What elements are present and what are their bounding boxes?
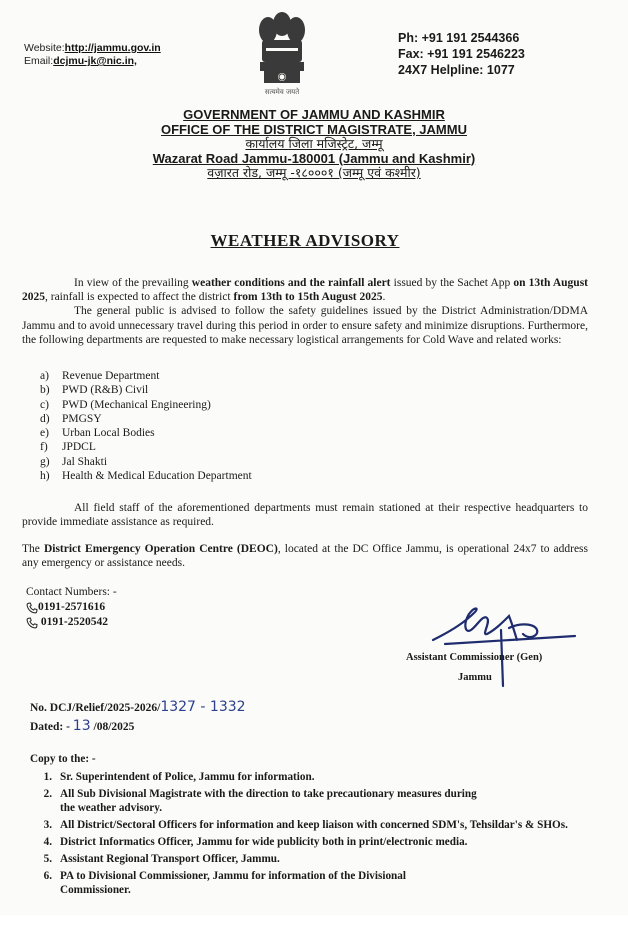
paragraph-rain-alert: In view of the prevailing weather conditions and the rainfall alert issued by the Sachet App on 13th August 2025, rainfall is expected to affect the district from 13th to 15th August 2025. [22,277,589,304]
reference-block [30,698,246,736]
reference-date: Dated: - 13 /08/2025 [30,718,135,734]
list-item: c) PWD (Mechanical Engineering) [40,398,211,411]
email-label: Email: [24,55,54,67]
paragraph-public-advice: The general public is advised to follow the safety guidelines issued by the District Administration/DDMA Jammu and to avoid unnecessary travel during this period in order to ensure safety and minimize disruptions. Furthermore, the following departments are requested to make necessary logistical arrangements for Cold Wave and related works: [22,305,588,346]
email-line [24,55,161,68]
list-item: 4. District Informatics Officer, Jammu for wide publicity both in print/electronic media. [43,836,468,848]
fax-number: Fax: +91 191 2546223 [398,47,525,61]
emblem-motto: सत्यमेव जयते [264,88,300,96]
office-address [0,108,628,181]
contact-label: Contact Numbers: - [26,586,117,598]
office-line-1: GOVERNMENT OF JAMMU AND KASHMIR [183,107,445,122]
bottom-margin [0,915,628,931]
national-emblem [252,4,312,104]
website-label: Website: [24,42,65,54]
website-link[interactable]: http://jammu.gov.in [64,42,161,54]
list-item: f) JPDCL [40,441,96,454]
list-item: g) Jal Shakti [40,455,108,468]
phone-number: Ph: +91 191 2544366 [398,31,520,45]
list-item: 5. Assistant Regional Transport Officer, Jammu. [43,853,280,865]
office-line-2: OFFICE OF THE DISTRICT MAGISTRATE, JAMMU [161,121,467,137]
letterhead-phones [398,30,525,78]
paragraph-deoc: The District Emergency Operation Centre (DEOC), located at the DC Office Jammu, is operational 24x7 to address any emergency or assistance needs. [22,543,588,570]
list-item: d) PMGSY [40,412,102,425]
helpline-number: 24X7 Helpline: 1077 [398,63,515,77]
copy-to-label: Copy to the: - [30,753,96,765]
copy-to-list [30,752,590,900]
phone-icon [26,617,38,629]
advisory-body [22,276,588,347]
reference-number: No. DCJ/Relief/2025-2026/1327 - 1332 [30,699,246,715]
list-item: b) PWD (R&B) Civil [40,384,149,397]
list-item: e) Urban Local Bodies [40,427,155,440]
list-item: 3. All District/Sectoral Officers for information and keep liaison with concerned SDM's, Tehsildar's & SHOs. [43,819,568,831]
departments-list [40,369,252,483]
list-item: 6. PA to Divisional Commissioner, Jammu for information of the Divisional Commissioner. [43,870,406,896]
website-line [24,42,161,55]
signatory-designation: Assistant Commissioner (Gen) [406,652,543,663]
office-line-5-hindi: वज़ारत रोड, जम्मू -१८०००१ (जम्मू एवं कश्मीर) [207,165,421,180]
letterhead-contact [24,42,161,68]
office-line-3-hindi: कार्यालय जिला मजिस्ट्रेट, जम्मू [245,136,383,151]
phone-icon [26,602,38,614]
email-link[interactable]: dcjmu-jk@nic.in, [53,55,137,67]
page-title: WEATHER ADVISORY [210,231,400,250]
signatory-block [406,648,542,688]
office-line-4: Wazarat Road Jammu-180001 (Jammu and Kashmir) [152,150,476,166]
list-item: h) Health & Medical Education Department [40,470,252,483]
contact-phone-2[interactable]: 0191-2520542 [26,615,117,630]
list-item: 2. All Sub Divisional Magistrate with the direction to take precautionary measures during the weather advisory. [43,788,477,814]
list-item: 1. Sr. Superintendent of Police, Jammu for information. [43,771,315,783]
paragraph-field-staff: All field staff of the aforementioned departments must remain stationed at their respective headquarters to provide immediate assistance as required. [22,502,588,529]
signatory-place: Jammu [458,672,492,683]
contact-numbers [26,585,117,630]
list-item: a) Revenue Department [40,370,160,382]
contact-phone-1[interactable]: 0191-2571616 [26,600,117,615]
